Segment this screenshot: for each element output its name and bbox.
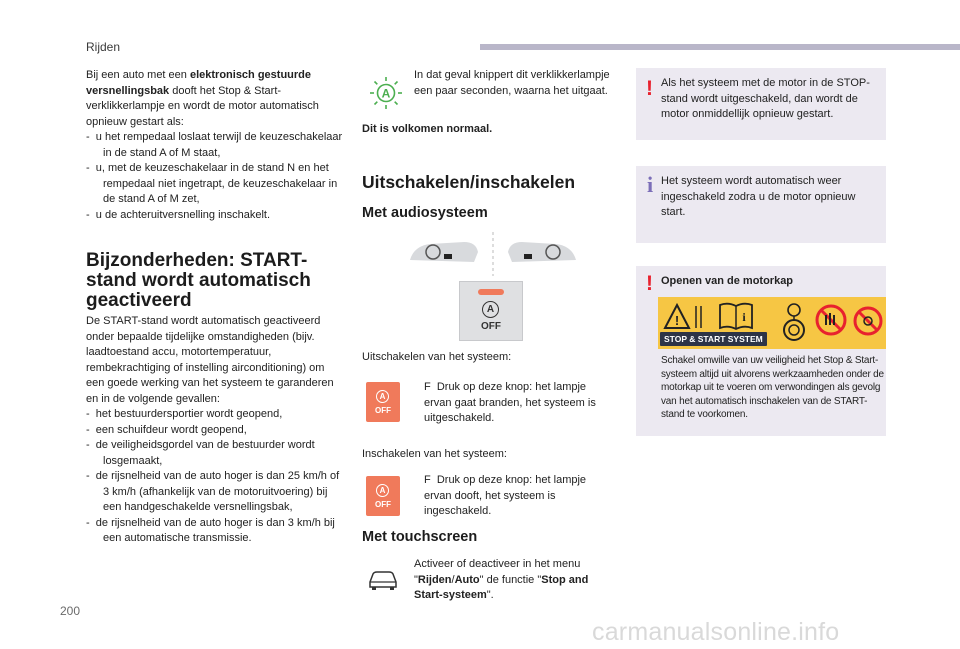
svg-text:A: A: [381, 86, 391, 101]
fan-hazard-icon: [778, 300, 810, 344]
car-menu-icon: [366, 566, 400, 592]
stop-start-badge: STOP & START SYSTEM: [660, 332, 767, 346]
dashboard-illustration: [408, 232, 578, 276]
conditions-block: [86, 314, 344, 547]
button-led: [478, 289, 504, 295]
warning-icon: !: [646, 272, 653, 295]
disable-title: Uitschakelen van het systeem:: [362, 351, 512, 363]
section-bar: [480, 44, 960, 50]
svg-text:!: !: [674, 313, 680, 328]
a-circle-icon: A: [376, 484, 389, 497]
list-item: - het bestuurdersportier wordt geopend,: [86, 408, 283, 420]
heading-start-auto: [86, 251, 348, 311]
off-button-unlit-icon: [366, 476, 400, 516]
warning-notice: [636, 68, 886, 140]
no-fan-icon: [852, 305, 884, 337]
hood-title: Openen van de motorkap: [661, 275, 794, 287]
stop-start-a-icon: A: [482, 301, 499, 318]
list-item: - de veiligheidsgordel van de bestuurder wordt losgemaakt,: [86, 439, 315, 467]
intro-bold: elektronisch gestuurde versnellingsbak: [86, 69, 312, 97]
touchscreen-instruction: [414, 557, 614, 604]
section-label: Rijden: [86, 40, 121, 54]
disable-instruction: F Druk op deze knop: het lampje ervan gaat branden, het systeem is uitgeschakeld.: [424, 381, 596, 424]
list-item: - u, met de keuzeschakelaar in de stand N en het rempedaal niet ingetrapt, de keuzeschakelaar in de stand A of M zet,: [86, 162, 338, 205]
info-icon: i: [647, 172, 654, 197]
enable-instruction: F Druk op deze knop: het lampje ervan dooft, het systeem is ingeschakeld.: [424, 474, 587, 517]
menu-rijden: Rijden: [417, 573, 452, 586]
intro-block: [86, 68, 344, 223]
heading-line: stand wordt automatisch: [86, 270, 311, 291]
heading-disable-enable: Uitschakelen/inschakelen: [362, 172, 576, 192]
list-item: - een schuifdeur wordt geopend,: [86, 423, 247, 436]
warning-icon: !: [646, 77, 653, 100]
stop-start-off-button[interactable]: [459, 281, 523, 341]
menu-auto: Auto: [454, 573, 480, 586]
touch-text: Activeer of deactiveer in het menu ": [414, 558, 581, 586]
no-hand-icon: [814, 303, 848, 337]
off-label: OFF: [375, 406, 391, 415]
intro-paragraph: [86, 68, 344, 130]
conditions-paragraph: De START-stand wordt automatisch geactiveerd onder bepaalde tijdelijke omstandigheden (bijv. laadtoestand accu, motortemperatuur, rembekrachtiging of instelling airconditioning) om een goede werking van het systeem te garanderen en in de volgende gevallen:: [86, 315, 334, 405]
off-button-lit-icon: [366, 382, 400, 422]
touch-text: /: [451, 573, 455, 586]
normal-note: Dit is volkomen normaal.: [362, 123, 493, 135]
stop-start-warning-label: [658, 297, 886, 349]
list-item: - u het rempedaal loslaat terwijl de keuzeschakelaar in de stand A of M staat,: [86, 131, 343, 159]
blink-text: In dat geval knippert dit verklikkerlampje een paar seconden, waarna het uitgaat.: [414, 69, 610, 97]
hood-notice: [636, 266, 886, 436]
intro-post: dooft het Stop & Start-verklikkerlampje en wordt de motor automatisch opnieuw gestart als:: [86, 84, 319, 128]
info-text: Het systeem wordt automatisch weer ingeschakeld zodra u de motor opnieuw start.: [661, 175, 856, 218]
function-stop-start: Stop and Start-systeem: [414, 573, 589, 601]
touch-text: " de functie ": [479, 573, 542, 586]
list-item: - de rijsnelheid van de auto hoger is dan 3 km/h bij een automatische transmissie.: [86, 516, 335, 544]
list-item: - u de achteruitversnelling inschakelt.: [86, 208, 271, 221]
subheading-touchscreen: Met touchscreen: [362, 529, 478, 545]
stop-start-lamp-icon: [366, 73, 406, 113]
info-notice: [636, 166, 886, 243]
page-number: 200: [60, 604, 81, 618]
subheading-audio: Met audiosysteem: [362, 205, 488, 221]
heading-line: Bijzonderheden: START-: [86, 250, 308, 271]
manual-book-icon: [718, 301, 754, 331]
intro-pre: Bij een auto met een: [86, 69, 190, 81]
button-off-label: OFF: [481, 321, 501, 332]
warning-text: Als het systeem met de motor in de STOP-stand wordt uitgeschakeld, dan wordt de motor onmiddellijk opnieuw gestart.: [661, 77, 870, 120]
hood-text: Schakel omwille van uw veiligheid het Stop & Start-systeem altijd uit alvorens werkzaamheden onder de motorkap uit te voeren om verwondingen als gevolg van het automatisch inschakelen van de START-stand te voorkomen.: [661, 355, 884, 420]
caution-triangle-icon: [663, 302, 713, 332]
svg-text:i: i: [742, 310, 746, 324]
a-circle-icon: A: [376, 390, 389, 403]
enable-title: Inschakelen van het systeem:: [362, 448, 507, 460]
off-label: OFF: [375, 500, 391, 509]
touch-text: ".: [486, 589, 494, 601]
watermark: carmanualsonline.info: [592, 618, 840, 646]
list-item: - de rijsnelheid van de auto hoger is dan 25 km/h of 3 km/h (afhankelijk van de motoruitvoering) bij een handgeschakelde versnellingsbak,: [86, 470, 340, 513]
heading-line: geactiveerd: [86, 290, 192, 311]
